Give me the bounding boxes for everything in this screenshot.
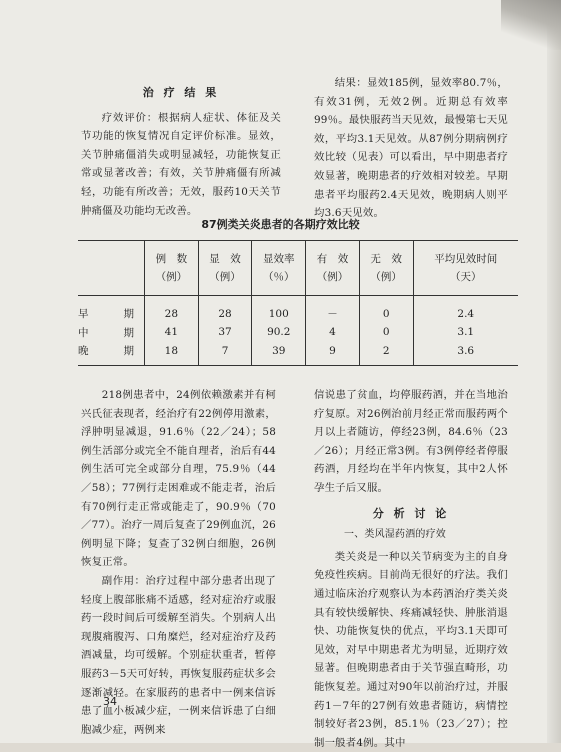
table-header-name: 显效率 <box>263 253 295 265</box>
table-row <box>78 343 518 365</box>
table-header-cell <box>78 241 145 296</box>
table-header-name: 平均见效时间 <box>434 253 498 265</box>
table-cell: 3.6 <box>413 343 518 365</box>
table-row-label: 早期 <box>78 308 134 320</box>
table-cell: 9 <box>306 343 360 365</box>
table-row-label: 中期 <box>78 326 134 339</box>
table-header-cell <box>359 241 413 296</box>
table-cell: 28 <box>145 296 199 322</box>
table-header-unit: （例） <box>209 271 241 283</box>
table-header-cell <box>198 241 252 296</box>
results-paragraph: 结果：显效185例，显效率80.7％，有效31例，无效2例。近期总有效率99％。最快服药当天见效，最慢第七天见效，平均3.1天见效。从87例分期病例疗效比较（见表）可以看出，早中期患者疗效显著，晚期患者的疗效相对较差。早期患者平均服药2.4天见效，晚期病人则平均3.6天见效。 <box>314 77 508 220</box>
table-cell: 4 <box>306 321 360 343</box>
table-row <box>78 321 518 343</box>
table-cell: 37 <box>198 321 252 343</box>
outcome-paragraph: 218例患者中，24例依赖激素并有柯兴氏征表现者，经治疗有22例停用激素，浮肿明显减退，91.6％（22／24）；58例生活部分或完全不能自理者，治后有44例生活可完全或部分自理，75.9％（44／58）；77例行走困难或不能走者，治后有70例行走正常或能走了，90.9％（70／77）。治疗一周后复查了29例血沉，26例明显下降；复查了32例白细胞，26例恢复正常。 <box>81 389 276 569</box>
table-row-label: 晚期 <box>78 343 145 365</box>
top-left-column <box>81 84 281 220</box>
table-cell: 41 <box>145 321 199 343</box>
page-corner-shadow <box>501 0 561 50</box>
table-cell: － <box>306 296 360 322</box>
continued-paragraph: 信说患了贫血，均停服药酒，并在当地治疗复原。对26例治前月经正常而服药两个月以上者随访，停经23例，84.6％（23／26）；月经正常3例。有3例停经者停服药酒，月经均在半年内恢复，其中2人怀孕生子后又服。 <box>314 389 508 494</box>
table-header-unit: （例） <box>316 271 349 283</box>
table-header-unit: （天） <box>450 271 482 283</box>
table-cell: 18 <box>145 343 199 365</box>
table-cell: 90.2 <box>252 321 306 343</box>
table-header-cell <box>413 241 518 296</box>
page-number: 34 <box>103 695 117 708</box>
table-header-unit: （例） <box>370 271 402 283</box>
table-header-name: 例 数 <box>155 253 188 265</box>
efficacy-criteria-paragraph: 疗效评价：根据病人症状、体征及关节功能的恢复情况自定评价标准。显效，关节肿痛僵消失或明显减轻，功能恢复正常或显著改善；有效，关节肿痛僵有所减轻，功能有所改善；无效，服药10天关节肿痛僵及功能均无改善。 <box>81 111 281 217</box>
table-cell: 2 <box>359 343 413 365</box>
table-header-name: 显 效 <box>209 253 241 265</box>
discussion-subheading: 一、类风湿药酒的疗效 <box>344 529 446 541</box>
efficacy-comparison-table <box>78 240 518 366</box>
table-row <box>78 296 518 322</box>
top-right-column <box>314 74 508 223</box>
table-title: 87例类关炎患者的各期疗效比较 <box>201 218 360 231</box>
table-cell: 100 <box>252 296 306 322</box>
table-header-unit: （例） <box>155 271 188 283</box>
side-effects-paragraph: 副作用：治疗过程中部分患者出现了轻度上腹部胀痛不适感，经对症治疗或服药一段时间后可缓解至消失。个别病人出现腹痛腹泻、口角糜烂，经对症治疗及药酒减量，均可缓解。个别症状重者，暂停服药3－5天可好转，再恢复服药症状多会逐渐减轻。在家服药的患者中一例来信诉患了血小板减少症，一例来信诉患了白细胞减少症，两例来 <box>81 574 276 736</box>
treatment-results-heading: 治 疗 结 果 <box>142 86 220 99</box>
table-body <box>78 296 518 366</box>
table-header-name: 有 效 <box>316 253 349 265</box>
page-edge-shadow <box>547 0 561 743</box>
discussion-heading: 分 析 讨 论 <box>372 506 450 520</box>
table-cell: 0 <box>359 296 413 322</box>
bottom-left-column <box>81 386 276 739</box>
table-header-row <box>78 241 518 296</box>
table-cell: 28 <box>198 296 252 322</box>
table-cell: 0 <box>359 321 413 343</box>
discussion-paragraph: 类关炎是一种以关节病变为主的自身免疫性疾病。目前尚无很好的疗法。我们通过临床治疗观察认为本药酒治疗类关炎具有较快缓解快、疼痛减轻快、肿胀消退快、功能恢复快的优点，平均3.1天即可见效，对早中期患者尤为明显，近期疗效显著。但晚期患者由于关节强直畸形，功能恢复差。通过对90年以前治疗过，并服药1－7年的27例有效患者随访，病情控制较好者23例，85.1％（23／27）；控制一般者4例。其中 <box>314 550 508 749</box>
table-header-cell <box>306 241 360 296</box>
table-header-cell <box>252 241 306 296</box>
table-header-cell <box>145 241 199 296</box>
bottom-right-column <box>314 386 508 752</box>
table-cell: 7 <box>198 343 252 365</box>
table-header-name: 无 效 <box>370 253 402 265</box>
table-cell: 39 <box>252 343 306 365</box>
table-cell: 2.4 <box>413 296 518 322</box>
table-cell: 3.1 <box>413 321 518 343</box>
table-header-unit: （％） <box>263 271 295 283</box>
